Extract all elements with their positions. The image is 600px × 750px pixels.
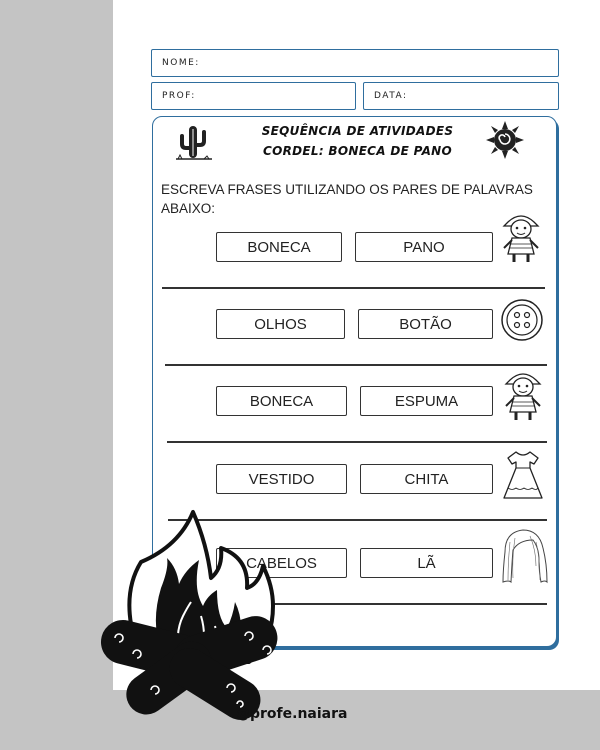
writing-line-3[interactable]: [167, 441, 547, 443]
word-box-4b: CHITA: [360, 464, 493, 494]
writing-line-1[interactable]: [162, 287, 545, 289]
date-field[interactable]: [363, 82, 559, 110]
writing-line-2[interactable]: [165, 364, 547, 366]
name-label: NOME:: [162, 58, 200, 68]
word-box-2b: BOTÃO: [358, 309, 493, 339]
rag-doll-icon: [502, 368, 544, 424]
rag-doll-icon: [500, 210, 542, 266]
cactus-icon: [174, 122, 214, 162]
word-box-2a: OLHOS: [216, 309, 345, 339]
name-field[interactable]: [151, 49, 559, 77]
word-box-5b: LÃ: [360, 548, 493, 578]
teacher-field[interactable]: [151, 82, 356, 110]
button-icon: [500, 298, 544, 342]
word-box-5a: CABELOS: [216, 548, 347, 578]
word-box-3b: ESPUMA: [360, 386, 493, 416]
bonfire-icon: [95, 508, 285, 718]
word-box-1b: PANO: [355, 232, 493, 262]
word-box-1a: BONECA: [216, 232, 342, 262]
word-box-3a: BONECA: [216, 386, 347, 416]
word-box-4a: VESTIDO: [216, 464, 347, 494]
activity-title-line1: SEQUÊNCIA DE ATIVIDADES: [261, 124, 454, 138]
author-handle: @profe.naiara: [236, 706, 348, 722]
date-label: DATA:: [374, 91, 408, 101]
instruction-text: ESCREVA FRASES UTILIZANDO OS PARES DE PALAVRAS ABAIXO:: [161, 182, 533, 216]
dress-icon: [500, 448, 546, 504]
teacher-label: PROF:: [162, 91, 196, 101]
sun-icon: [485, 120, 525, 160]
activity-title-line2: CORDEL: BONECA DE PANO: [262, 144, 453, 158]
hair-icon: [500, 528, 546, 586]
